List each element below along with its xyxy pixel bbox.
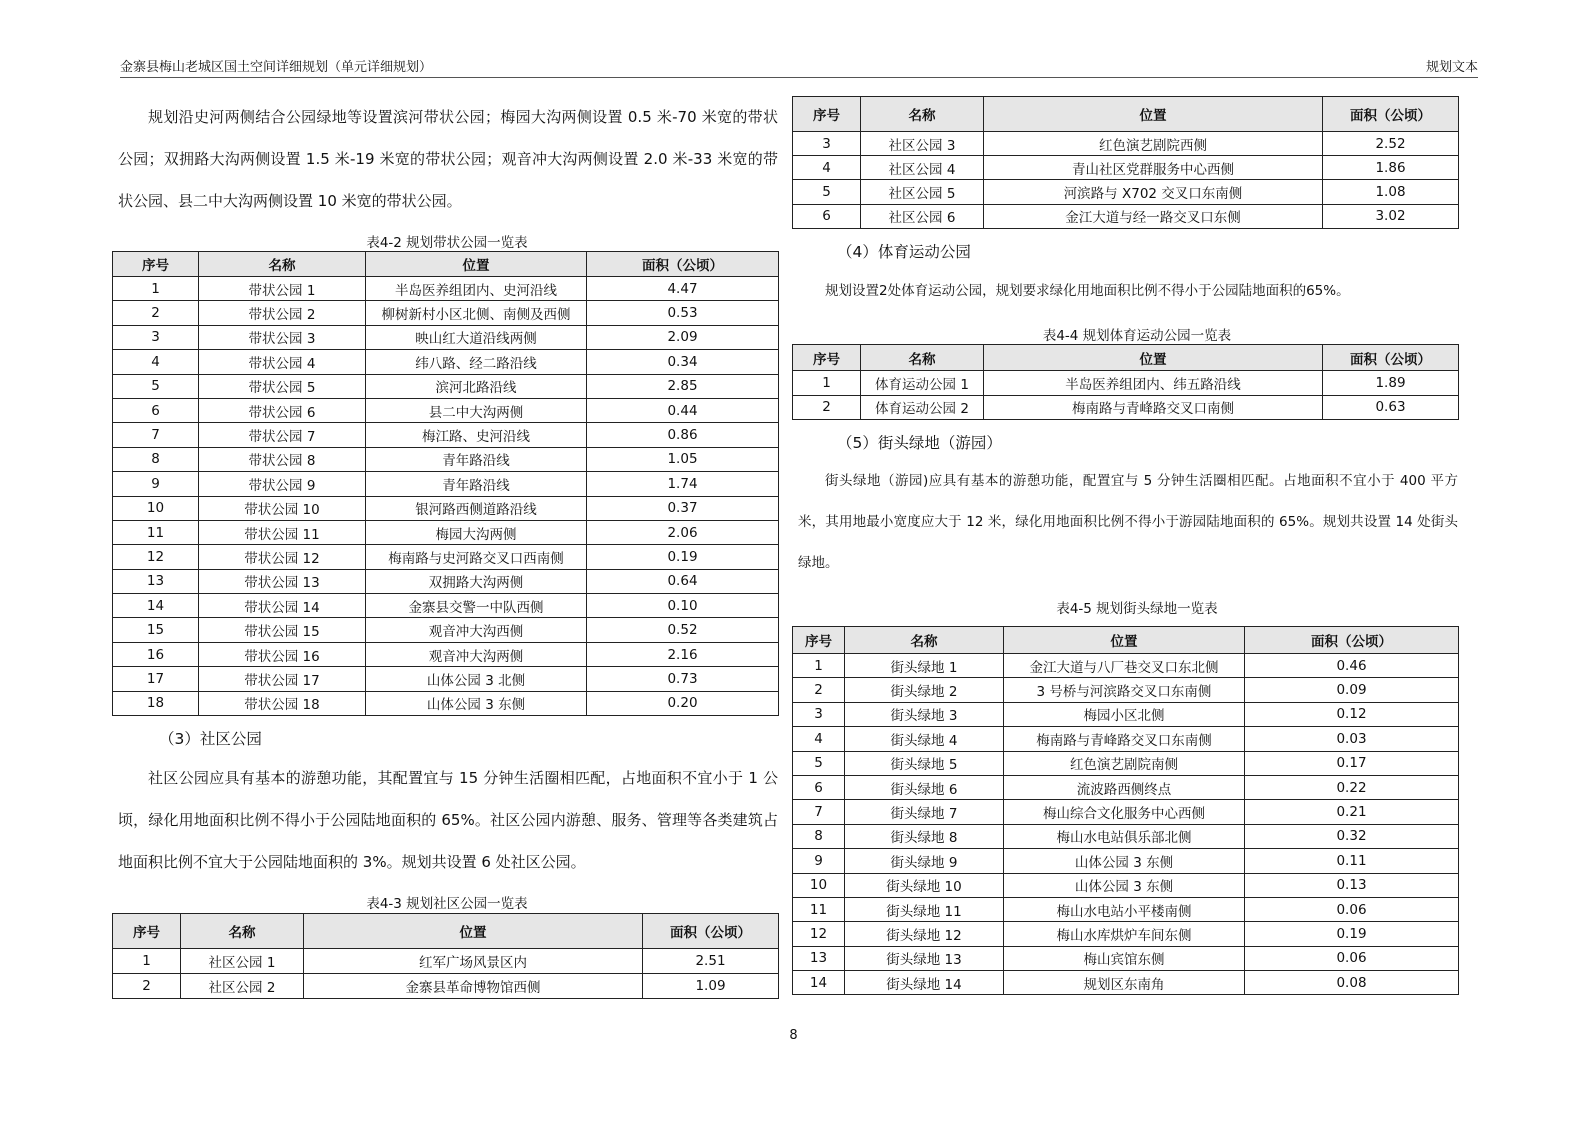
column-header: 位置 <box>984 97 1323 132</box>
section-5-paragraph: 街头绿地（游园)应具有基本的游憩功能，配置宜与 5 分钟生活圈相匹配。占地面积不宜小于 400 平方米，其用地最小宽度应大于 12 米，绿化用地面积比例不得小于游园陆地面积的 65%。规划共设置 14 处街头绿地。 <box>798 473 1458 571</box>
cell-area: 1.08 <box>1323 180 1459 204</box>
cell-index: 3 <box>113 325 199 349</box>
cell-location: 梅园小区北侧 <box>1004 702 1245 726</box>
cell-name: 带状公园 4 <box>199 350 366 374</box>
cell-index: 14 <box>793 971 845 995</box>
table-4-3 <box>112 913 779 999</box>
table-row <box>793 922 1459 946</box>
cell-name: 带状公园 7 <box>199 423 366 447</box>
cell-area: 0.73 <box>587 667 779 691</box>
cell-area: 0.20 <box>587 691 779 715</box>
table-row <box>793 971 1459 995</box>
cell-index: 18 <box>113 691 199 715</box>
cell-area: 0.03 <box>1245 727 1459 751</box>
table-4-4-caption: 表4-4 规划体育运动公园一览表 <box>1042 328 1232 344</box>
table-row <box>793 180 1459 204</box>
cell-index: 2 <box>793 678 845 702</box>
cell-area: 0.06 <box>1245 897 1459 921</box>
table-4-2-caption: 表4-2 规划带状公园一览表 <box>366 235 528 251</box>
cell-location: 山体公园 3 东侧 <box>1004 849 1245 873</box>
cell-name: 带状公园 6 <box>199 398 366 422</box>
cell-index: 12 <box>113 545 199 569</box>
table-header <box>793 345 1459 371</box>
cell-name: 街头绿地 14 <box>845 971 1004 995</box>
cell-index: 14 <box>113 594 199 618</box>
cell-location: 红军广场风景区内 <box>304 949 643 974</box>
column-header: 面积（公顷） <box>587 252 779 277</box>
cell-name: 带状公园 18 <box>199 691 366 715</box>
cell-index: 5 <box>793 180 861 204</box>
cell-location: 双拥路大沟两侧 <box>366 569 587 593</box>
table-4-3-caption: 表4-3 规划社区公园一览表 <box>366 896 528 912</box>
cell-location: 映山红大道沿线两侧 <box>366 325 587 349</box>
cell-location: 河滨路与 X702 交叉口东南侧 <box>984 180 1323 204</box>
cell-location: 梅江路、史河沿线 <box>366 423 587 447</box>
column-header: 名称 <box>861 345 984 371</box>
section-5-title: （5）街头绿地（游园） <box>837 434 1002 452</box>
cell-area: 4.47 <box>587 277 779 301</box>
cell-index: 3 <box>793 702 845 726</box>
table-row <box>793 727 1459 751</box>
table-row <box>793 800 1459 824</box>
cell-location: 青山社区党群服务中心西侧 <box>984 156 1323 180</box>
cell-name: 带状公园 1 <box>199 277 366 301</box>
table-row <box>113 301 779 325</box>
cell-name: 带状公园 13 <box>199 569 366 593</box>
cell-name: 街头绿地 9 <box>845 849 1004 873</box>
cell-area: 0.11 <box>1245 849 1459 873</box>
table-row <box>113 374 779 398</box>
cell-index: 11 <box>793 897 845 921</box>
cell-index: 9 <box>793 849 845 873</box>
cell-location: 梅南路与史河路交叉口西南侧 <box>366 545 587 569</box>
cell-location: 半岛医养组团内、史河沿线 <box>366 277 587 301</box>
cell-name: 街头绿地 6 <box>845 775 1004 799</box>
cell-area: 0.53 <box>587 301 779 325</box>
column-header: 序号 <box>113 914 181 949</box>
cell-index: 2 <box>793 395 861 420</box>
table-4-5-caption: 表4-5 规划街头绿地一览表 <box>1056 601 1218 617</box>
cell-name: 带状公园 14 <box>199 594 366 618</box>
cell-name: 街头绿地 7 <box>845 800 1004 824</box>
cell-location: 金寨县交警一中队西侧 <box>366 594 587 618</box>
cell-location: 柳树新村小区北侧、南侧及西侧 <box>366 301 587 325</box>
cell-index: 15 <box>113 618 199 642</box>
table-body <box>113 277 779 716</box>
column-header: 面积（公顷） <box>1323 345 1459 371</box>
cell-location: 银河路西侧道路沿线 <box>366 496 587 520</box>
cell-index: 13 <box>793 946 845 970</box>
column-header: 位置 <box>304 914 643 949</box>
cell-name: 带状公园 12 <box>199 545 366 569</box>
header-row <box>793 345 1459 371</box>
column-header: 名称 <box>861 97 984 132</box>
cell-index: 6 <box>793 775 845 799</box>
page-header <box>120 54 1478 78</box>
cell-name: 带状公园 8 <box>199 447 366 471</box>
section-4-paragraph: 规划设置2处体育运动公园，规划要求绿化用地面积比例不得小于公园陆地面积的65%。 <box>825 283 1350 299</box>
column-header: 序号 <box>113 252 199 277</box>
table-row <box>113 277 779 301</box>
cell-location: 梅山综合文化服务中心西侧 <box>1004 800 1245 824</box>
cell-area: 0.21 <box>1245 800 1459 824</box>
cell-index: 11 <box>113 520 199 544</box>
cell-location: 半岛医养组团内、纬五路沿线 <box>984 371 1323 396</box>
cell-area: 2.09 <box>587 325 779 349</box>
section-4-title: （4）体育运动公园 <box>837 243 971 261</box>
table-row <box>793 702 1459 726</box>
cell-name: 街头绿地 4 <box>845 727 1004 751</box>
cell-location: 金寨县革命博物馆西侧 <box>304 974 643 999</box>
cell-name: 街头绿地 12 <box>845 922 1004 946</box>
cell-name: 带状公园 5 <box>199 374 366 398</box>
table-row <box>793 371 1459 396</box>
cell-area: 0.22 <box>1245 775 1459 799</box>
cell-name: 带状公园 2 <box>199 301 366 325</box>
table-row <box>113 398 779 422</box>
cell-name: 街头绿地 1 <box>845 654 1004 678</box>
cell-index: 3 <box>793 132 861 156</box>
document-title: 金寨县梅山老城区国土空间详细规划（单元详细规划） <box>120 60 433 75</box>
cell-area: 1.74 <box>587 472 779 496</box>
cell-name: 社区公园 3 <box>861 132 984 156</box>
intro-paragraph: 规划沿史河两侧结合公园绿地等设置滨河带状公园；梅园大沟两侧设置 0.5 米-70 米宽的带状公园；双拥路大沟两侧设置 1.5 米-19 米宽的带状公园；观音冲大沟两侧设置 2.0 米-33 米宽的带状公园、县二中大沟两侧设置 10 米宽的带状公园。 <box>118 108 778 210</box>
cell-index: 17 <box>113 667 199 691</box>
cell-name: 街头绿地 11 <box>845 897 1004 921</box>
column-header: 序号 <box>793 627 845 654</box>
cell-name: 带状公园 17 <box>199 667 366 691</box>
table-body <box>793 654 1459 995</box>
cell-location: 山体公园 3 东侧 <box>366 691 587 715</box>
cell-area: 0.06 <box>1245 946 1459 970</box>
cell-index: 4 <box>113 350 199 374</box>
cell-location: 青年路沿线 <box>366 472 587 496</box>
cell-area: 1.09 <box>643 974 779 999</box>
table-row <box>113 545 779 569</box>
cell-area: 0.17 <box>1245 751 1459 775</box>
cell-index: 13 <box>113 569 199 593</box>
cell-area: 0.08 <box>1245 971 1459 995</box>
table-4-2 <box>112 251 779 716</box>
cell-area: 0.52 <box>587 618 779 642</box>
table-body <box>113 949 779 999</box>
cell-location: 观音冲大沟两侧 <box>366 642 587 666</box>
cell-index: 10 <box>113 496 199 520</box>
cell-area: 1.05 <box>587 447 779 471</box>
column-header: 名称 <box>199 252 366 277</box>
cell-area: 2.51 <box>643 949 779 974</box>
table-row <box>113 642 779 666</box>
table-row <box>793 654 1459 678</box>
table-row <box>113 447 779 471</box>
column-header: 面积（公顷） <box>1245 627 1459 654</box>
table-row <box>113 667 779 691</box>
column-header: 位置 <box>366 252 587 277</box>
table-row <box>113 594 779 618</box>
cell-name: 街头绿地 8 <box>845 824 1004 848</box>
column-header: 序号 <box>793 345 861 371</box>
cell-index: 6 <box>793 204 861 228</box>
cell-location: 观音冲大沟西侧 <box>366 618 587 642</box>
table-row <box>113 618 779 642</box>
cell-area: 0.32 <box>1245 824 1459 848</box>
cell-area: 0.34 <box>587 350 779 374</box>
cell-location: 3 号桥与河滨路交叉口东南侧 <box>1004 678 1245 702</box>
cell-area: 0.09 <box>1245 678 1459 702</box>
table-row <box>793 395 1459 420</box>
cell-area: 0.19 <box>587 545 779 569</box>
section-3-title: （3）社区公园 <box>159 730 262 748</box>
cell-location: 梅山水电站俱乐部北侧 <box>1004 824 1245 848</box>
table-row <box>793 751 1459 775</box>
section-3-paragraph: 社区公园应具有基本的游憩功能，其配置宜与 15 分钟生活圈相匹配，占地面积不宜小于 1 公顷，绿化用地面积比例不得小于公园陆地面积的 65%。社区公园内游憩、服务、管理等各类建筑占地面积比例不宜大于公园陆地面积的 3%。规划共设置 6 处社区公园。 <box>118 769 778 871</box>
cell-name: 体育运动公园 1 <box>861 371 984 396</box>
cell-name: 街头绿地 10 <box>845 873 1004 897</box>
cell-location: 金江大道与经一路交叉口东侧 <box>984 204 1323 228</box>
cell-index: 16 <box>113 642 199 666</box>
cell-area: 0.19 <box>1245 922 1459 946</box>
cell-name: 街头绿地 3 <box>845 702 1004 726</box>
table-row <box>793 946 1459 970</box>
cell-index: 1 <box>793 371 861 396</box>
cell-location: 梅山水库烘炉车间东侧 <box>1004 922 1245 946</box>
table-4-5 <box>792 626 1459 995</box>
cell-index: 8 <box>793 824 845 848</box>
table-row <box>113 569 779 593</box>
cell-location: 纬八路、经二路沿线 <box>366 350 587 374</box>
table-row <box>793 156 1459 180</box>
cell-name: 社区公园 6 <box>861 204 984 228</box>
cell-name: 带状公园 10 <box>199 496 366 520</box>
cell-name: 带状公园 15 <box>199 618 366 642</box>
table-row <box>793 775 1459 799</box>
cell-area: 0.46 <box>1245 654 1459 678</box>
table-row <box>113 325 779 349</box>
cell-location: 红色演艺剧院西侧 <box>984 132 1323 156</box>
table-header <box>793 97 1459 132</box>
table-row <box>793 824 1459 848</box>
table-header <box>113 914 779 949</box>
cell-area: 1.86 <box>1323 156 1459 180</box>
cell-location: 梅园大沟两侧 <box>366 520 587 544</box>
cell-location: 梅南路与青峰路交叉口南侧 <box>984 395 1323 420</box>
cell-area: 0.86 <box>587 423 779 447</box>
cell-name: 带状公园 3 <box>199 325 366 349</box>
column-header: 名称 <box>845 627 1004 654</box>
cell-index: 7 <box>113 423 199 447</box>
header-row <box>113 252 779 277</box>
header-row <box>793 627 1459 654</box>
cell-area: 0.64 <box>587 569 779 593</box>
table-body <box>793 371 1459 420</box>
cell-index: 5 <box>793 751 845 775</box>
column-header: 名称 <box>181 914 304 949</box>
table-row <box>113 520 779 544</box>
cell-area: 3.02 <box>1323 204 1459 228</box>
cell-area: 0.44 <box>587 398 779 422</box>
column-header: 位置 <box>984 345 1323 371</box>
page-number: 8 <box>789 1028 798 1043</box>
table-header <box>793 627 1459 654</box>
column-header: 面积（公顷） <box>643 914 779 949</box>
table-row <box>793 132 1459 156</box>
table-row <box>793 873 1459 897</box>
cell-index: 4 <box>793 727 845 751</box>
table-row <box>113 496 779 520</box>
cell-name: 社区公园 5 <box>861 180 984 204</box>
column-header: 位置 <box>1004 627 1245 654</box>
cell-location: 山体公园 3 北侧 <box>366 667 587 691</box>
table-header <box>113 252 779 277</box>
cell-area: 2.52 <box>1323 132 1459 156</box>
cell-name: 社区公园 2 <box>181 974 304 999</box>
cell-location: 滨河北路沿线 <box>366 374 587 398</box>
cell-name: 体育运动公园 2 <box>861 395 984 420</box>
column-header: 面积（公顷） <box>1323 97 1459 132</box>
cell-location: 流波路西侧终点 <box>1004 775 1245 799</box>
cell-name: 街头绿地 5 <box>845 751 1004 775</box>
table-row <box>793 849 1459 873</box>
cell-area: 2.16 <box>587 642 779 666</box>
table-body <box>793 132 1459 229</box>
cell-name: 带状公园 16 <box>199 642 366 666</box>
cell-name: 街头绿地 2 <box>845 678 1004 702</box>
document-type: 规划文本 <box>1425 60 1478 75</box>
cell-area: 0.37 <box>587 496 779 520</box>
table-row <box>793 678 1459 702</box>
cell-index: 9 <box>113 472 199 496</box>
header-row <box>113 914 779 949</box>
cell-index: 10 <box>793 873 845 897</box>
cell-area: 0.13 <box>1245 873 1459 897</box>
cell-name: 社区公园 1 <box>181 949 304 974</box>
cell-location: 梅南路与青峰路交叉口东南侧 <box>1004 727 1245 751</box>
cell-area: 0.63 <box>1323 395 1459 420</box>
cell-location: 梅山水电站小平楼南侧 <box>1004 897 1245 921</box>
cell-index: 4 <box>793 156 861 180</box>
table-row <box>793 204 1459 228</box>
cell-index: 8 <box>113 447 199 471</box>
cell-name: 带状公园 11 <box>199 520 366 544</box>
table-row <box>113 974 779 999</box>
cell-index: 2 <box>113 974 181 999</box>
table-row <box>793 897 1459 921</box>
cell-index: 1 <box>113 949 181 974</box>
cell-index: 5 <box>113 374 199 398</box>
cell-index: 12 <box>793 922 845 946</box>
cell-index: 1 <box>113 277 199 301</box>
cell-index: 1 <box>793 654 845 678</box>
table-4-3-continued <box>792 96 1459 229</box>
table-row <box>113 949 779 974</box>
cell-index: 2 <box>113 301 199 325</box>
cell-location: 青年路沿线 <box>366 447 587 471</box>
column-header: 序号 <box>793 97 861 132</box>
cell-index: 7 <box>793 800 845 824</box>
cell-location: 规划区东南角 <box>1004 971 1245 995</box>
cell-area: 1.89 <box>1323 371 1459 396</box>
cell-index: 6 <box>113 398 199 422</box>
cell-area: 0.10 <box>587 594 779 618</box>
cell-location: 红色演艺剧院南侧 <box>1004 751 1245 775</box>
cell-location: 金江大道与八厂巷交叉口东北侧 <box>1004 654 1245 678</box>
table-row <box>113 691 779 715</box>
cell-location: 山体公园 3 东侧 <box>1004 873 1245 897</box>
cell-area: 0.12 <box>1245 702 1459 726</box>
cell-area: 2.85 <box>587 374 779 398</box>
cell-area: 2.06 <box>587 520 779 544</box>
cell-name: 社区公园 4 <box>861 156 984 180</box>
table-4-4 <box>792 344 1459 420</box>
table-row <box>113 472 779 496</box>
table-row <box>113 350 779 374</box>
cell-location: 梅山宾馆东侧 <box>1004 946 1245 970</box>
cell-location: 县二中大沟两侧 <box>366 398 587 422</box>
table-row <box>113 423 779 447</box>
cell-name: 街头绿地 13 <box>845 946 1004 970</box>
header-row <box>793 97 1459 132</box>
cell-name: 带状公园 9 <box>199 472 366 496</box>
